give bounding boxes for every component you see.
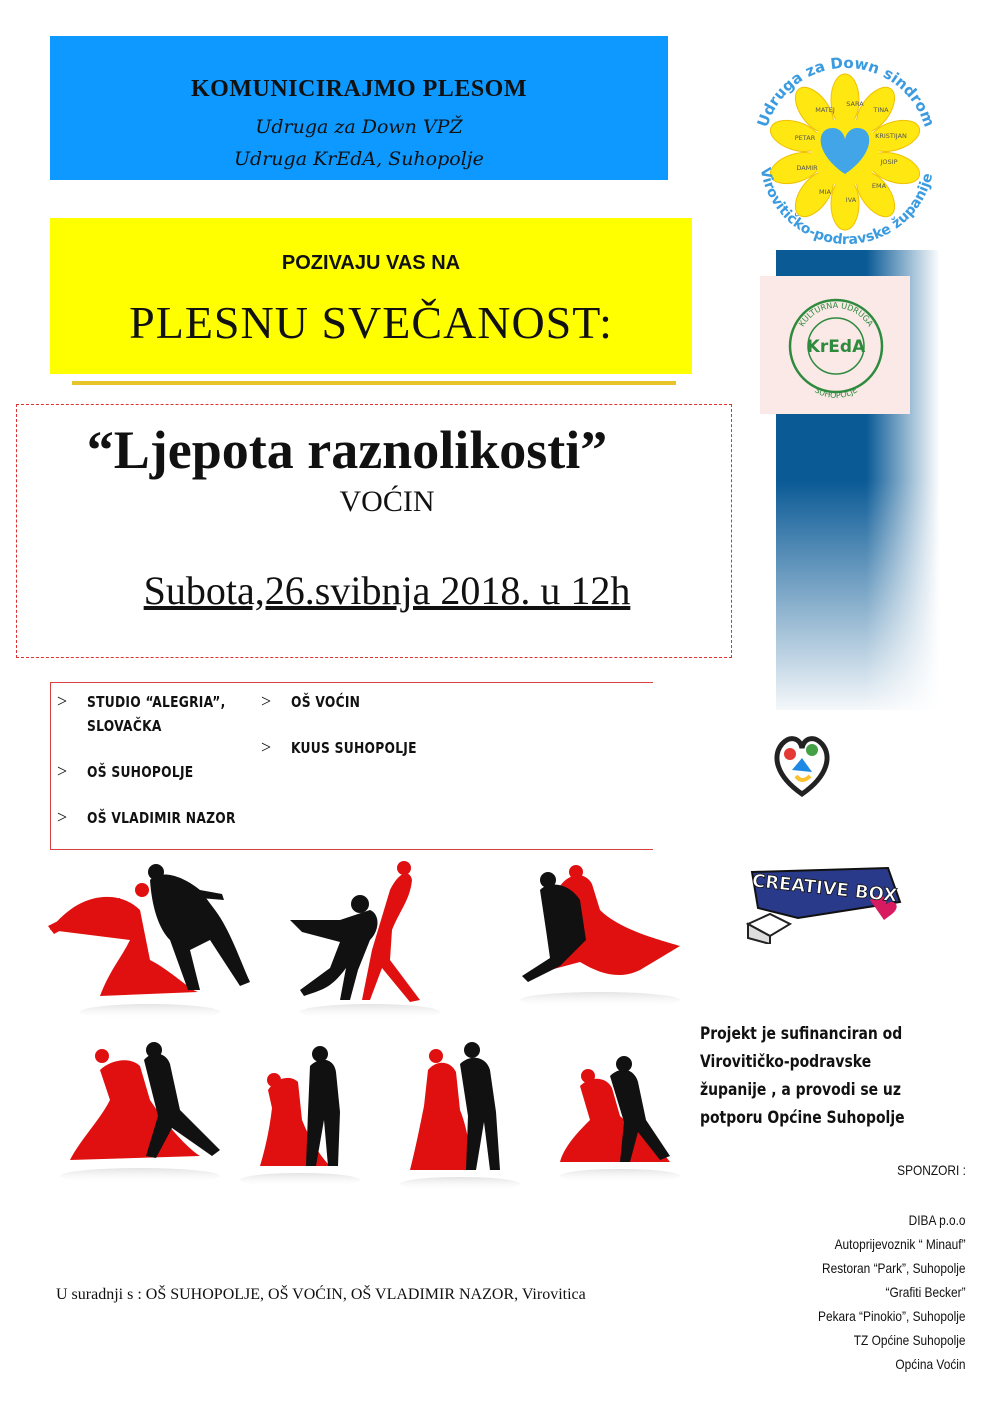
dancer-couple — [60, 1042, 220, 1184]
decorative-panel-fade — [776, 480, 940, 720]
petal-name: PETAR — [794, 134, 816, 142]
heart-emblem-logo — [770, 730, 834, 800]
invitation-title: PLESNU SVEČANOST: — [129, 297, 613, 348]
sponsor-item: Autoprijevoznik “ Minauf” — [835, 1236, 966, 1252]
sponsors-heading: SPONZORI : — [897, 1162, 966, 1178]
cooperation-note: U suradnji s : OŠ SUHOPOLJE, OŠ VOĆIN, OŠ VLADIMIR NAZOR, Virovitica — [56, 1286, 586, 1303]
participant-item: OŠ VOĆIN — [291, 693, 361, 711]
sponsor-item: TZ Općine Suhopolje — [854, 1332, 966, 1348]
petal-name: MIA — [819, 188, 831, 196]
creative-box-text: CREATIVE BOX — [751, 870, 899, 907]
bullet-arrow-icon: > — [57, 807, 68, 827]
logo-arc-bottom: Virovitičko-podravske županije — [756, 166, 937, 249]
dancer-couple — [560, 1056, 680, 1183]
petal-name: SARA — [846, 100, 864, 108]
bullet-arrow-icon: > — [57, 761, 68, 781]
petal-name: TINA — [873, 106, 889, 114]
petal-name: DAMIR — [796, 164, 818, 172]
participant-item: SLOVAČKA — [87, 717, 162, 735]
participant-item: STUDIO “ALEGRIA”, — [87, 693, 226, 711]
petal-name: MATEJ — [815, 106, 835, 114]
dancer-couple — [400, 1042, 520, 1191]
sponsor-item: Općina Voćin — [895, 1356, 966, 1372]
header-box — [50, 36, 668, 180]
divider-rule — [72, 381, 676, 385]
kreda-logo — [760, 276, 910, 414]
petal-name: JOSIP — [880, 158, 898, 166]
petal-name: KRISTIJAN — [875, 132, 907, 140]
down-syndrome-logo — [738, 40, 952, 250]
creative-box-logo — [738, 862, 904, 944]
dancer-couple — [520, 865, 680, 1008]
invitation-box — [50, 218, 692, 374]
participants-box — [50, 682, 653, 850]
participant-item: OŠ VLADIMIR NAZOR — [87, 809, 236, 827]
event-box — [16, 404, 732, 658]
dancer-couple — [290, 861, 440, 1020]
kreda-arc-bottom: SUHOPOLJE — [813, 385, 859, 401]
sponsors-list — [818, 1208, 966, 1376]
kreda-center: KrEdA — [806, 337, 866, 357]
bullet-arrow-icon: > — [261, 691, 272, 711]
dancer-couple — [240, 1046, 360, 1187]
dancers-illustration — [40, 850, 690, 1210]
header-organizer-1: Udruga za Down VPŽ — [255, 116, 463, 138]
participant-item: KUUS SUHOPOLJE — [291, 739, 417, 757]
dancer-couple — [48, 864, 250, 1020]
funding-note: Projekt je sufinanciran od Virovitičko-podravske županije , a provodi se uz potporu Općine Suhopolje — [700, 1024, 905, 1128]
logo-arc-top: Udruga za Down sindrom — [753, 53, 939, 130]
kreda-arc-top: KULTURNA UDRUGA — [797, 300, 875, 329]
sponsor-item: DIBA p.o.o — [909, 1212, 966, 1228]
event-date: Subota,26.svibnja 2018. u 12h — [143, 568, 631, 613]
header-organizer-2: Udruga KrEdA, Suhopolje — [234, 148, 484, 170]
participant-item: OŠ SUHOPOLJE — [87, 763, 194, 781]
petal-name: EMA — [871, 182, 887, 190]
bullet-arrow-icon: > — [261, 737, 272, 757]
sponsor-item: Restoran “Park”, Suhopolje — [822, 1260, 966, 1276]
petal-name: IVA — [845, 196, 857, 204]
invitation-intro: POZIVAJU VAS NA — [281, 252, 461, 274]
sponsor-item: Pekara “Pinokio”, Suhopolje — [818, 1308, 966, 1324]
header-title: KOMUNICIRAJMO PLESOM — [191, 76, 527, 102]
bullet-arrow-icon: > — [57, 691, 68, 711]
sponsor-item: “Grafiti Becker” — [885, 1284, 966, 1300]
event-place: VOĆIN — [339, 485, 435, 518]
event-name: “Ljepota raznolikosti” — [86, 420, 608, 480]
